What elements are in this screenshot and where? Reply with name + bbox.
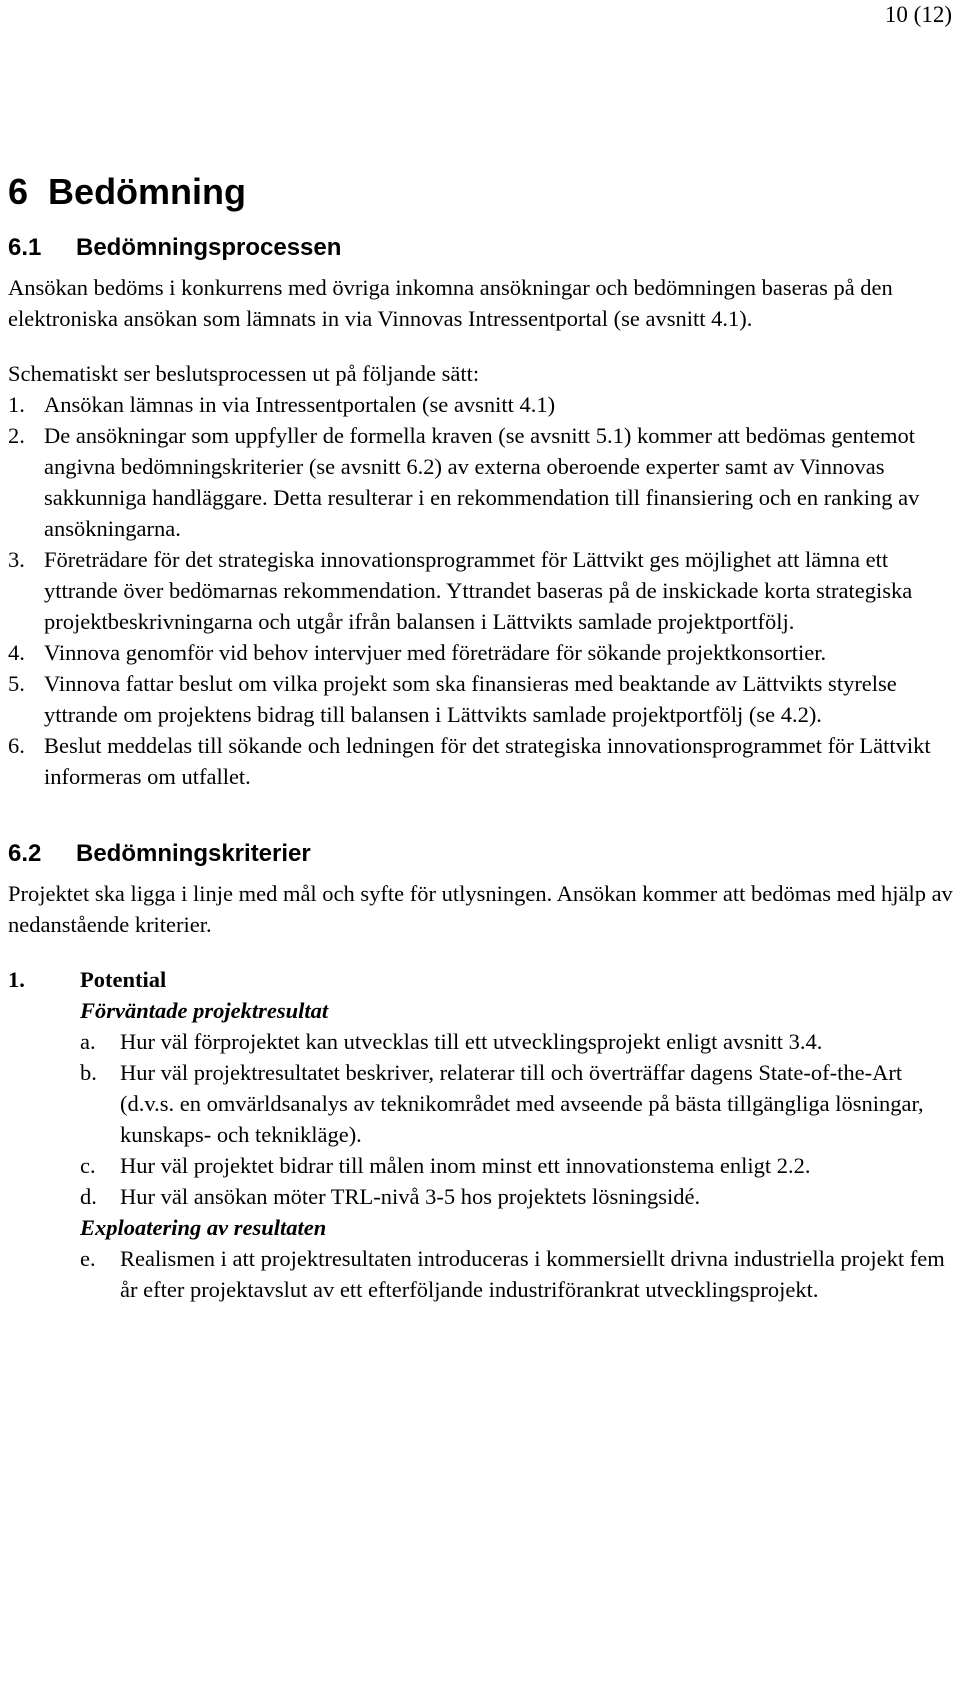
criterion-group-title: Förväntade projektresultat (80, 998, 329, 1023)
subsection-heading-6-2 (8, 838, 958, 870)
process-step (8, 389, 958, 420)
step-number: 3. (8, 547, 25, 572)
item-letter: c. (80, 1153, 96, 1178)
criterion-item (80, 1057, 958, 1150)
item-letter: a. (80, 1029, 96, 1054)
intro-paragraph: Ansökan bedöms i konkurrens med övriga inkomna ansökningar och bedömningen baseras på den elektroniska ansökan som lämnats in via Vinnovas Intressentportal (se avsnitt 4.1). (8, 275, 893, 331)
step-number: 4. (8, 640, 25, 665)
section-heading (8, 172, 958, 212)
item-text: Hur väl projektet bidrar till målen inom minst ett innovationstema enligt 2.2. (120, 1153, 811, 1178)
criterion-items (8, 1026, 958, 1212)
process-step (8, 544, 958, 637)
item-text: Hur väl förprojektet kan utvecklas till ett utvecklingsprojekt enligt avsnitt 3.4. (120, 1029, 823, 1054)
page-number: 10 (12) (884, 2, 952, 27)
criterion-heading (8, 964, 958, 995)
process-step (8, 420, 958, 544)
step-number: 2. (8, 423, 25, 448)
subsection-number: 6.2 (8, 840, 42, 867)
criterion-items (8, 1243, 958, 1305)
criterion-item (80, 1026, 958, 1057)
subsection-title: Bedömningsprocessen (76, 234, 342, 261)
criterion-item (80, 1243, 958, 1305)
item-text: Hur väl ansökan möter TRL-nivå 3-5 hos projektets lösningsidé. (120, 1184, 701, 1209)
item-text: Realismen i att projektresultaten introduceras i kommersiellt drivna industriella projekt fem år efter projektavslut av ett efterföljande industriförankrat utvecklingsprojekt. (120, 1246, 945, 1302)
item-letter: b. (80, 1060, 97, 1085)
section-title: Bedömning (48, 171, 247, 212)
criterion-item (80, 1181, 958, 1212)
subsection-title: Bedömningskriterier (76, 840, 311, 867)
step-text: Beslut meddelas till sökande och ledningen för det strategiska innovationsprogrammet för Lättvikt informeras om utfallet. (44, 733, 931, 789)
step-text: De ansökningar som uppfyller de formella kraven (se avsnitt 5.1) kommer att bedömas gentemot angivna bedömningskriterier (se avsnitt 6.2) av externa oberoende experter samt av Vinnovas sakkunniga handläggare. Detta resulterar i en rekommendation till finansiering och en ranking av ansökningarna. (44, 423, 920, 541)
criterion-item (80, 1150, 958, 1181)
section-number: 6 (8, 171, 29, 212)
process-lead: Schematiskt ser beslutsprocessen ut på följande sätt: (8, 361, 480, 386)
item-text: Hur väl projektresultatet beskriver, relaterar till och överträffar dagens State-of-the-Art (d.v.s. en omvärldsanalys av teknikområdet med avseende på bästa tillgängliga lösningar, kunskaps- och teknikläge). (120, 1060, 924, 1147)
step-text: Vinnova fattar beslut om vilka projekt som ska finansieras med beaktande av Lättvikts styrelse yttrande om projektens bidrag till balansen i Lättvikts samlade projektportfölj (se 4.2). (44, 671, 897, 727)
criterion-number: 1. (8, 967, 25, 992)
subsection-number: 6.1 (8, 234, 42, 261)
process-steps (8, 389, 958, 792)
criterion-title: Potential (80, 967, 167, 992)
item-letter: e. (80, 1246, 96, 1271)
step-text: Ansökan lämnas in via Intressentportalen (se avsnitt 4.1) (44, 392, 556, 417)
item-letter: d. (80, 1184, 97, 1209)
step-number: 1. (8, 392, 25, 417)
process-step (8, 730, 958, 792)
document-body (8, 172, 958, 1305)
step-number: 5. (8, 671, 25, 696)
subsection-heading-6-1 (8, 232, 958, 264)
process-step (8, 637, 958, 668)
step-text: Företrädare för det strategiska innovationsprogrammet för Lättvikt ges möjlighet att lämna ett yttrande över bedömarnas rekommendation. Yttrandet baseras på de inskickade korta strategiska projektbeskrivningarna och utgår ifrån balansen i Lättvikts samlade projektportfölj. (44, 547, 913, 634)
step-text: Vinnova genomför vid behov intervjuer med företrädare för sökande projektkonsortier. (44, 640, 827, 665)
criterion-group-title: Exploatering av resultaten (80, 1215, 327, 1240)
criteria-intro: Projektet ska ligga i linje med mål och syfte för utlysningen. Ansökan kommer att bedömas med hjälp av nedanstående kriterier. (8, 881, 953, 937)
step-number: 6. (8, 733, 25, 758)
process-step (8, 668, 958, 730)
